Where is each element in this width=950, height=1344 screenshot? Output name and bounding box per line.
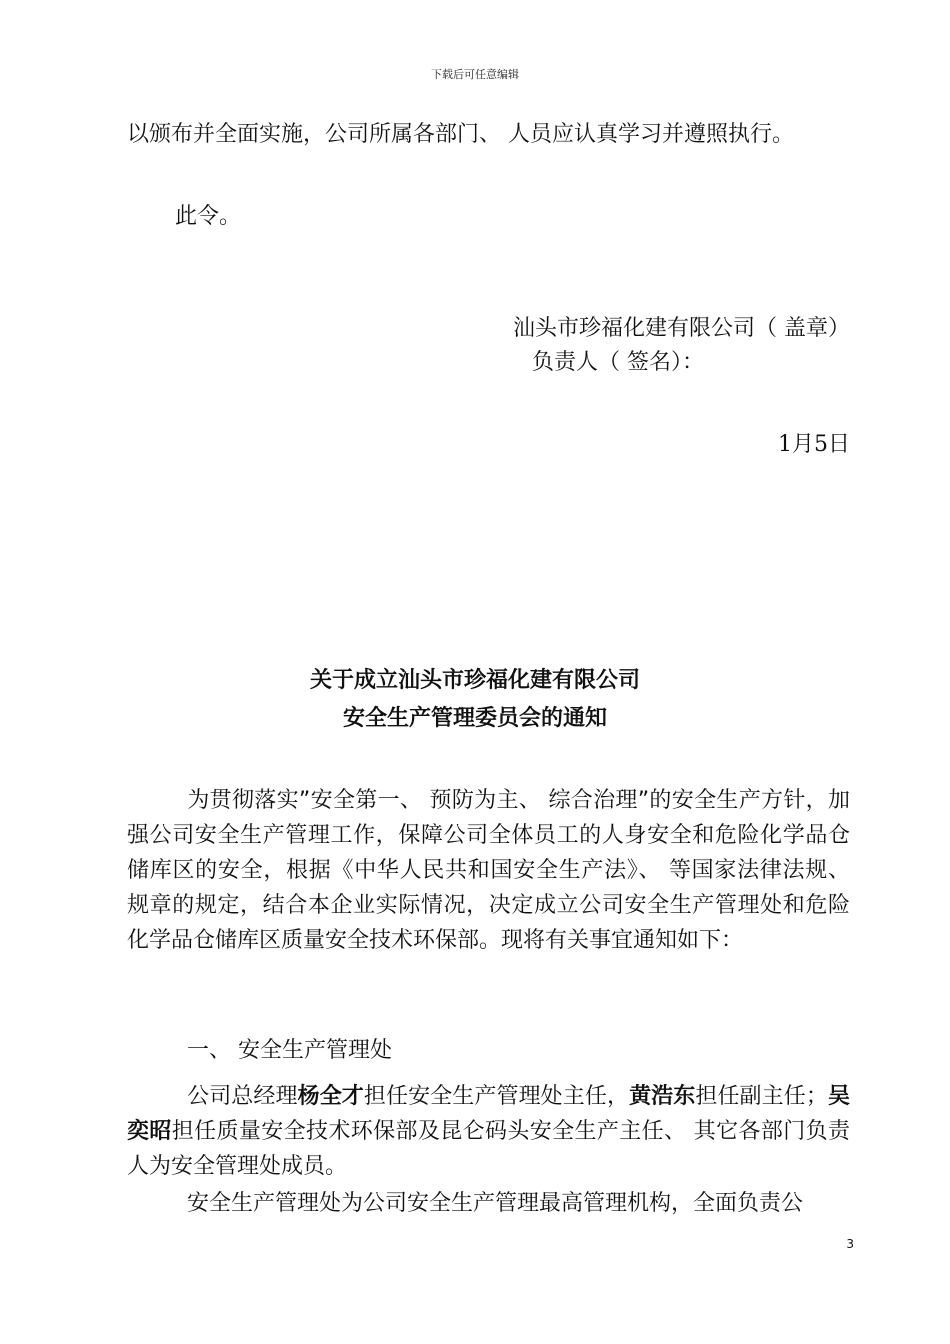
page-header: 下载后可任意编辑	[431, 68, 519, 81]
signer-line: 负责人（ 签名）：	[532, 350, 704, 375]
paragraph-duties-text: 安全生产管理处为公司安全生产管理最高管理机构，全面负责公	[187, 1191, 804, 1216]
date-line: 1月5日	[778, 432, 850, 457]
appoint-text-b: 担任安全生产管理处主任，	[363, 1084, 630, 1109]
notice-title-line-2: 安全生产管理委员会的通知	[342, 706, 607, 731]
appointee-name-1: 杨全才	[297, 1084, 364, 1109]
body-line-order: 此令。	[175, 204, 242, 229]
notice-title-line-1: 关于成立汕头市珍福化建有限公司	[309, 668, 640, 693]
paragraph-intro	[127, 783, 850, 993]
appoint-text-c: 担任副主任；	[695, 1084, 828, 1109]
section-heading-1: 一、 安全生产管理处	[187, 1038, 392, 1063]
appointee-name-2: 黄浩东	[629, 1084, 696, 1109]
paragraph-appointments	[127, 1079, 850, 1184]
appoint-text-a: 公司总经理	[187, 1084, 298, 1109]
paragraph-intro-text: 为贯彻落实”安全第一、 预防为主、 综合治理”的安全生产方针，加强公司安全生产管理工作，保障公司全体员工的人身安全和危险化学品仓储库区的安全，根据《中华人民共和国安全生产法》、 等国家法律法规、 规章的规定，结合本企业实际情况，决定成立公司安全生产管理处和危险化学品仓储库区质量安全技术环保部。现将有关事宜通知如下：	[127, 788, 850, 953]
appoint-text-d: 担任质量安全技术环保部及昆仑码头安全生产主任、 其它各部门负责人为安全管理处成员。	[127, 1119, 850, 1179]
company-seal-line: 汕头市珍福化建有限公司（ 盖章）	[513, 316, 850, 341]
appointee-name-3: 吴奕昭	[127, 1084, 850, 1144]
paragraph-duties	[127, 1186, 850, 1221]
body-line-1: 以颁布并全面实施，公司所属各部门、 人员应认真学习并遵照执行。	[127, 122, 794, 147]
page-number: 3	[846, 1237, 854, 1251]
